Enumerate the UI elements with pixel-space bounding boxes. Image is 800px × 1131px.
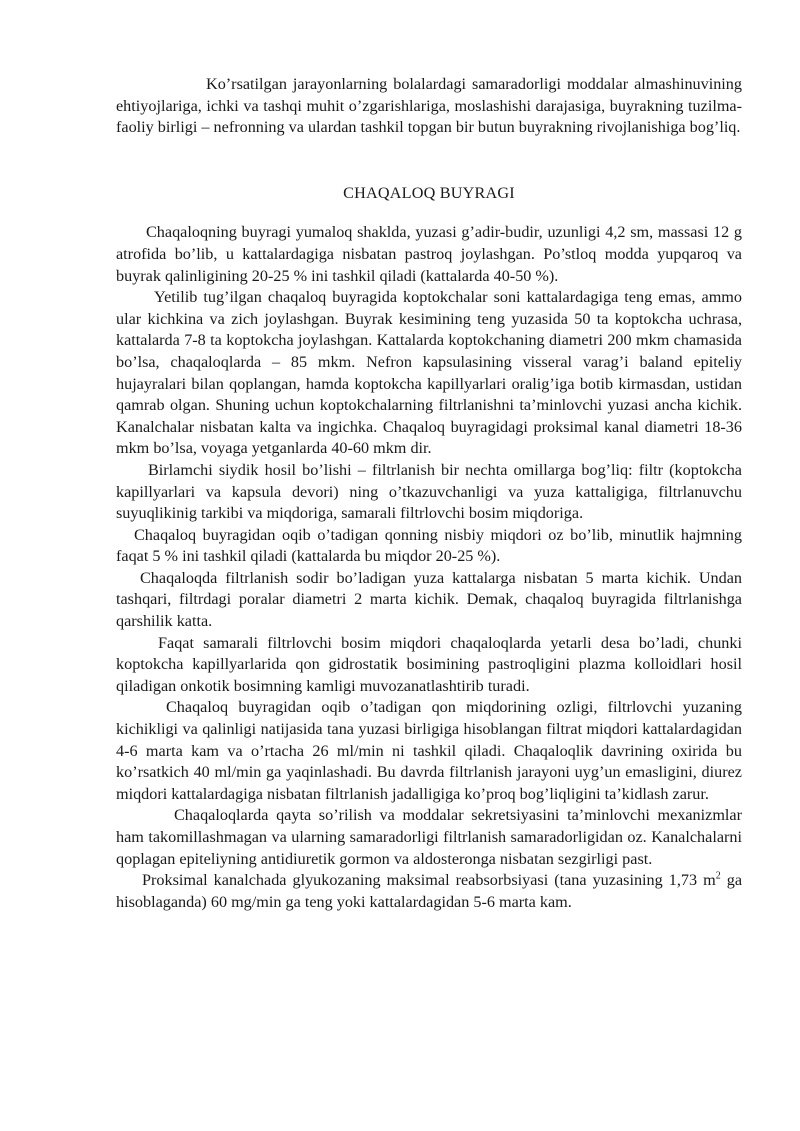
- paragraph-8: Chaqaloqlarda qayta so’rilish va moddalar sekretsiyasini ta’minlovchi mexanizmlar ham takomillashmagan va ularning samaradorligi filtrlanish samaradorligidan oz. Kanalchalarni qoplagan epiteliyning antidiuretik gormon va aldosteronga nisbatan sezgirligi past.: [116, 806, 742, 868]
- paragraph-9-text-a: Proksimal kanalchada glyukozaning maksimal reabsorbsiyasi (tana yuzasining 1,73 m: [142, 871, 716, 890]
- superscript-2: 2: [715, 870, 721, 882]
- section-heading: CHAQALOQ BUYRAGI: [343, 183, 515, 202]
- paragraph-1: Chaqaloqning buyragi yumaloq shaklda, yuzasi g’adir-budir, uzunligi 4,2 sm, massasi 12 g atrofida bo’lib, u kattalardagiga nisbatan pastroq joylashgan. Po’stloq modda yupqaroq va buyrak qalinligining 20-25 % ini tashkil qiladi (kattalarda 40-50 %).: [116, 223, 742, 285]
- paragraph-9-text-b: ga hisoblaganda) 60 mg/min ga teng yoki kattalardagidan 5-6 marta kam.: [116, 871, 743, 911]
- paragraph-9: [116, 870, 742, 913]
- paragraph-5: Chaqaloqda filtrlanish sodir bo’ladigan yuza kattalarga nisbatan 5 marta kichik. Undan tashqari, filtrdagi poralar diametri 2 marta kichik. Demak, chaqaloq buyragida filtrlanishga qarshilik katta.: [116, 568, 742, 631]
- intro-paragraph: Ko’rsatilgan jarayonlarning bolalardagi samaradorligi moddalar almashinuvining ehtiyojlariga, ichki va tashqi muhit o’zgarishlariga, moslashishi darajasiga, buyrakning tuzilma-faoliy birligi – nefronning va ulardan tashkil topgan bir butun buyrakning rivojlanishiga bog’liq.: [116, 75, 742, 137]
- paragraph-3: Birlamchi siydik hosil bo’lishi – filtrlanish bir nechta omillarga bog’liq: filtr (koptokcha kapillyarlari va kapsula devori) ning o’tkazuvchanligi va yuza kattaligiga, filtrlanuvchu suyuqlikinig tarkibi va miqdoriga, samarali filtrlovchi bosim miqdoriga.: [116, 460, 742, 523]
- paragraph-2: Yetilib tug’ilgan chaqaloq buyragida koptokchalar soni kattalardagiga teng emas, ammo ular kichkina va zich joylashgan. Buyrak kesimining teng yuzasida 50 ta koptokcha uchrasa, kattalarda 7-8 ta koptokcha joylashgan. Kattalarda koptokchaning diametri 200 mkm chamasida bo’lsa, chaqaloqlarda – 85 mkm. Nefron kapsulasining visseral varag’i baland epiteliy hujayralari bilan qoplangan, hamda koptokcha kapillyarlari oralig’iga botib kirmasdan, ustidan qamrab olgan. Shuning uchun koptokchalarning filtrlanishni ta’minlovchi yuzasi ancha kichik. Kanalchalar nisbatan kalta va ingichka. Chaqaloq buyragidagi proksimal kanal diametri 18-36 mkm bo’lsa, voyaga yetganlarda 40-60 mkm dir.: [116, 288, 742, 458]
- paragraph-4: Chaqaloq buyragidan oqib o’tadigan qonning nisbiy miqdori oz bo’lib, minutlik hajmning faqat 5 % ini tashkil qiladi (kattalarda bu miqdor 20-25 %).: [116, 525, 742, 566]
- document-page: [116, 74, 742, 913]
- paragraph-6: Faqat samarali filtrlovchi bosim miqdori chaqaloqlarda yetarli desa bo’ladi, chunki koptokcha kapillyarlarida qon gidrostatik bosimining pastroqligini plazma kolloidlari hosil qiladigan onkotik bosimning kamligi muvozanatlashtirib turadi.: [116, 633, 742, 695]
- paragraph-7: Chaqaloq buyragidan oqib o’tadigan qon miqdorining ozligi, filtrlovchi yuzaning kichikligi va qalinligi natijasida tana yuzasi birligiga hisoblangan filtrat miqdori kattalardagidan 4-6 marta kam va o’rtacha 26 ml/min ni tashkil qiladi. Chaqaloqlik davrining oxirida bu ko’rsatkich 40 ml/min ga yaqinlashadi. Bu davrda filtrlanish jarayoni uyg’un emasligini, diurez miqdori kattalardagiga nisbatan filtrlanish jadalligiga ko’proq bog’liqligini ta’kidlash zarur.: [116, 698, 742, 803]
